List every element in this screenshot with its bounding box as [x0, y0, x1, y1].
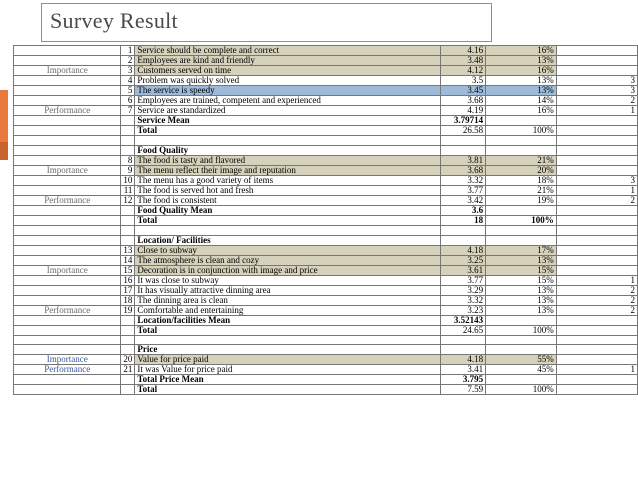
rank-value: [556, 56, 637, 66]
mean-value: [441, 335, 486, 345]
mean-value: 26.58: [441, 126, 486, 136]
item-number: 17: [121, 285, 135, 295]
table-row: [14, 355, 638, 365]
mean-value: 3.32: [441, 295, 486, 305]
rank-value: 1: [556, 365, 637, 375]
table-row: [14, 96, 638, 106]
slide-title: Survey Result: [50, 8, 178, 33]
table-row: [14, 375, 638, 385]
row-label: [14, 145, 121, 155]
accent-bar: [0, 90, 8, 142]
rank-value: [556, 165, 637, 175]
mean-value: 3.45: [441, 86, 486, 96]
rank-value: 2: [556, 96, 637, 106]
mean-value: 3.68: [441, 165, 486, 175]
table-row: [14, 116, 638, 126]
percent-value: 18%: [486, 175, 557, 185]
percent-value: 45%: [486, 365, 557, 375]
mean-value: [441, 145, 486, 155]
item-text: Total: [135, 385, 441, 395]
item-number: 6: [121, 96, 135, 106]
row-label: Performance: [14, 305, 121, 315]
item-number: 5: [121, 86, 135, 96]
mean-value: 4.16: [441, 46, 486, 56]
rank-value: 3: [556, 76, 637, 86]
table-row: [14, 265, 638, 275]
row-label: [14, 225, 121, 235]
percent-value: 16%: [486, 46, 557, 56]
percent-value: [486, 375, 557, 385]
percent-value: [486, 225, 557, 235]
title-box: [41, 3, 492, 42]
mean-value: 3.48: [441, 56, 486, 66]
rank-value: [556, 116, 637, 126]
mean-value: [441, 235, 486, 245]
table-row: [14, 225, 638, 235]
accent-bar-dark: [0, 142, 8, 160]
percent-value: [486, 335, 557, 345]
item-number: 3: [121, 66, 135, 76]
item-number: 14: [121, 255, 135, 265]
item-number: 19: [121, 305, 135, 315]
table-row: [14, 106, 638, 116]
item-number: 10: [121, 175, 135, 185]
row-label: [14, 385, 121, 395]
mean-value: 3.32: [441, 175, 486, 185]
item-number: [121, 205, 135, 215]
row-label: [14, 126, 121, 136]
rank-value: [556, 155, 637, 165]
item-text: The food is consistent: [135, 195, 441, 205]
row-label: [14, 275, 121, 285]
table-row: [14, 56, 638, 66]
item-text: Problem was quickly solved: [135, 76, 441, 86]
table-row: [14, 275, 638, 285]
mean-value: 3.42: [441, 195, 486, 205]
item-text: Comfortable and entertaining: [135, 305, 441, 315]
item-text: The dinning area is clean: [135, 295, 441, 305]
table-row: [14, 325, 638, 335]
item-text: It was Value for price paid: [135, 365, 441, 375]
row-label: Performance: [14, 106, 121, 116]
percent-value: 14%: [486, 96, 557, 106]
item-text: Customers served on time: [135, 66, 441, 76]
row-label: Importance: [14, 355, 121, 365]
row-label: [14, 96, 121, 106]
table-row: [14, 245, 638, 255]
row-label: [14, 175, 121, 185]
row-label: [14, 205, 121, 215]
item-number: 8: [121, 155, 135, 165]
row-label: [14, 155, 121, 165]
percent-value: 16%: [486, 66, 557, 76]
percent-value: 21%: [486, 155, 557, 165]
row-label: [14, 116, 121, 126]
table-row: [14, 126, 638, 136]
item-text: Price: [135, 345, 441, 355]
row-label: [14, 325, 121, 335]
rank-value: [556, 136, 637, 146]
percent-value: [486, 345, 557, 355]
rank-value: [556, 335, 637, 345]
rank-value: [556, 325, 637, 335]
item-text: Food Quality: [135, 145, 441, 155]
item-number: 9: [121, 165, 135, 175]
row-label: [14, 375, 121, 385]
rank-value: 2: [556, 295, 637, 305]
row-label: [14, 136, 121, 146]
row-label: [14, 255, 121, 265]
item-text: Food Quality Mean: [135, 205, 441, 215]
item-text: Location/facilities Mean: [135, 315, 441, 325]
table-row: [14, 66, 638, 76]
item-text: It has visually attractive dinning area: [135, 285, 441, 295]
table-row: [14, 305, 638, 315]
mean-value: 3.81: [441, 155, 486, 165]
percent-value: 100%: [486, 385, 557, 395]
row-label: Performance: [14, 365, 121, 375]
percent-value: 13%: [486, 56, 557, 66]
row-label: [14, 295, 121, 305]
table-row: [14, 295, 638, 305]
item-text: Location/ Facilities: [135, 235, 441, 245]
item-text: Employees are kind and friendly: [135, 56, 441, 66]
item-number: 1: [121, 46, 135, 56]
mean-value: 3.6: [441, 205, 486, 215]
item-number: [121, 126, 135, 136]
rank-value: [556, 385, 637, 395]
item-number: 20: [121, 355, 135, 365]
table-row: [14, 385, 638, 395]
item-number: [121, 335, 135, 345]
percent-value: 20%: [486, 165, 557, 175]
survey-table-body: [14, 46, 638, 395]
percent-value: 13%: [486, 86, 557, 96]
rank-value: [556, 245, 637, 255]
mean-value: 4.18: [441, 245, 486, 255]
item-number: 4: [121, 76, 135, 86]
percent-value: 17%: [486, 245, 557, 255]
rank-value: [556, 375, 637, 385]
mean-value: 4.19: [441, 106, 486, 116]
table-row: [14, 335, 638, 345]
mean-value: 24.65: [441, 325, 486, 335]
mean-value: 3.25: [441, 255, 486, 265]
item-number: [121, 225, 135, 235]
table-row: [14, 235, 638, 245]
table-row: [14, 315, 638, 325]
row-label: [14, 185, 121, 195]
item-text: [135, 335, 441, 345]
rank-value: [556, 355, 637, 365]
item-number: 16: [121, 275, 135, 285]
table-row: [14, 195, 638, 205]
item-text: The menu has a good variety of items: [135, 175, 441, 185]
percent-value: 55%: [486, 355, 557, 365]
item-number: [121, 215, 135, 225]
table-row: [14, 185, 638, 195]
mean-value: 7.59: [441, 385, 486, 395]
percent-value: 13%: [486, 305, 557, 315]
mean-value: 3.77: [441, 185, 486, 195]
item-text: It was close to subway: [135, 275, 441, 285]
item-text: [135, 225, 441, 235]
rank-value: [556, 46, 637, 56]
item-number: [121, 375, 135, 385]
rank-value: [556, 145, 637, 155]
row-label: [14, 46, 121, 56]
percent-value: 15%: [486, 265, 557, 275]
item-number: 7: [121, 106, 135, 116]
row-label: Performance: [14, 195, 121, 205]
table-row: [14, 155, 638, 165]
mean-value: 3.52143: [441, 315, 486, 325]
table-row: [14, 175, 638, 185]
item-number: [121, 136, 135, 146]
mean-value: 3.41: [441, 365, 486, 375]
survey-table: [13, 45, 638, 395]
percent-value: [486, 116, 557, 126]
item-text: Total Price Mean: [135, 375, 441, 385]
rank-value: 1: [556, 275, 637, 285]
row-label: [14, 235, 121, 245]
percent-value: 13%: [486, 255, 557, 265]
item-number: [121, 145, 135, 155]
item-text: Employees are trained, competent and experienced: [135, 96, 441, 106]
row-label: [14, 245, 121, 255]
percent-value: [486, 235, 557, 245]
item-number: [121, 385, 135, 395]
item-number: [121, 315, 135, 325]
rank-value: 2: [556, 195, 637, 205]
row-label: [14, 56, 121, 66]
item-number: 11: [121, 185, 135, 195]
rank-value: [556, 66, 637, 76]
mean-value: 3.79714: [441, 116, 486, 126]
item-number: 21: [121, 365, 135, 375]
row-label: Importance: [14, 165, 121, 175]
percent-value: 13%: [486, 295, 557, 305]
percent-value: [486, 315, 557, 325]
table-row: [14, 76, 638, 86]
rank-value: [556, 215, 637, 225]
item-text: Value for price paid: [135, 355, 441, 365]
row-label: Importance: [14, 66, 121, 76]
table-row: [14, 285, 638, 295]
item-number: [121, 345, 135, 355]
rank-value: [556, 235, 637, 245]
rank-value: [556, 255, 637, 265]
rank-value: 3: [556, 175, 637, 185]
percent-value: [486, 205, 557, 215]
percent-value: [486, 145, 557, 155]
item-text: Total: [135, 325, 441, 335]
table-row: [14, 46, 638, 56]
item-number: 18: [121, 295, 135, 305]
item-text: Service are standardized: [135, 106, 441, 116]
mean-value: 18: [441, 215, 486, 225]
mean-value: 3.795: [441, 375, 486, 385]
item-text: The food is served hot and fresh: [135, 185, 441, 195]
percent-value: 21%: [486, 185, 557, 195]
item-number: 2: [121, 56, 135, 66]
percent-value: 16%: [486, 106, 557, 116]
mean-value: 3.5: [441, 76, 486, 86]
row-label: [14, 315, 121, 325]
item-text: Total: [135, 126, 441, 136]
item-text: Total: [135, 215, 441, 225]
mean-value: 3.29: [441, 285, 486, 295]
rank-value: 3: [556, 86, 637, 96]
item-number: 12: [121, 195, 135, 205]
item-text: The atmosphere is clean and cozy: [135, 255, 441, 265]
table-row: [14, 165, 638, 175]
row-label: [14, 86, 121, 96]
table-row: [14, 255, 638, 265]
item-number: 13: [121, 245, 135, 255]
item-number: 15: [121, 265, 135, 275]
item-number: [121, 325, 135, 335]
percent-value: 100%: [486, 126, 557, 136]
rank-value: 2: [556, 305, 637, 315]
row-label: [14, 335, 121, 345]
percent-value: 15%: [486, 275, 557, 285]
rank-value: [556, 345, 637, 355]
percent-value: 13%: [486, 285, 557, 295]
rank-value: [556, 225, 637, 235]
percent-value: 19%: [486, 195, 557, 205]
rank-value: 1: [556, 185, 637, 195]
percent-value: 13%: [486, 76, 557, 86]
item-text: Service Mean: [135, 116, 441, 126]
table-row: [14, 136, 638, 146]
item-number: [121, 235, 135, 245]
mean-value: [441, 136, 486, 146]
rank-value: 1: [556, 106, 637, 116]
rank-value: [556, 205, 637, 215]
item-text: Service should be complete and correct: [135, 46, 441, 56]
rank-value: 2: [556, 285, 637, 295]
row-label: Importance: [14, 265, 121, 275]
row-label: [14, 345, 121, 355]
percent-value: 100%: [486, 215, 557, 225]
row-label: [14, 215, 121, 225]
item-text: The service is speedy: [135, 86, 441, 96]
percent-value: [486, 136, 557, 146]
mean-value: [441, 225, 486, 235]
item-text: The food is tasty and flavored: [135, 155, 441, 165]
mean-value: 4.12: [441, 66, 486, 76]
item-text: Close to subway: [135, 245, 441, 255]
mean-value: 4.18: [441, 355, 486, 365]
table-row: [14, 205, 638, 215]
row-label: [14, 285, 121, 295]
item-text: [135, 136, 441, 146]
table-row: [14, 215, 638, 225]
rank-value: [556, 315, 637, 325]
mean-value: 3.77: [441, 275, 486, 285]
mean-value: [441, 345, 486, 355]
item-text: Decoration is in conjunction with image and price: [135, 265, 441, 275]
percent-value: 100%: [486, 325, 557, 335]
table-row: [14, 86, 638, 96]
rank-value: [556, 126, 637, 136]
table-row: [14, 365, 638, 375]
table-row: [14, 145, 638, 155]
mean-value: 3.23: [441, 305, 486, 315]
mean-value: 3.68: [441, 96, 486, 106]
table-row: [14, 345, 638, 355]
mean-value: 3.61: [441, 265, 486, 275]
item-text: The menu reflect their image and reputation: [135, 165, 441, 175]
rank-value: [556, 265, 637, 275]
item-number: [121, 116, 135, 126]
row-label: [14, 76, 121, 86]
